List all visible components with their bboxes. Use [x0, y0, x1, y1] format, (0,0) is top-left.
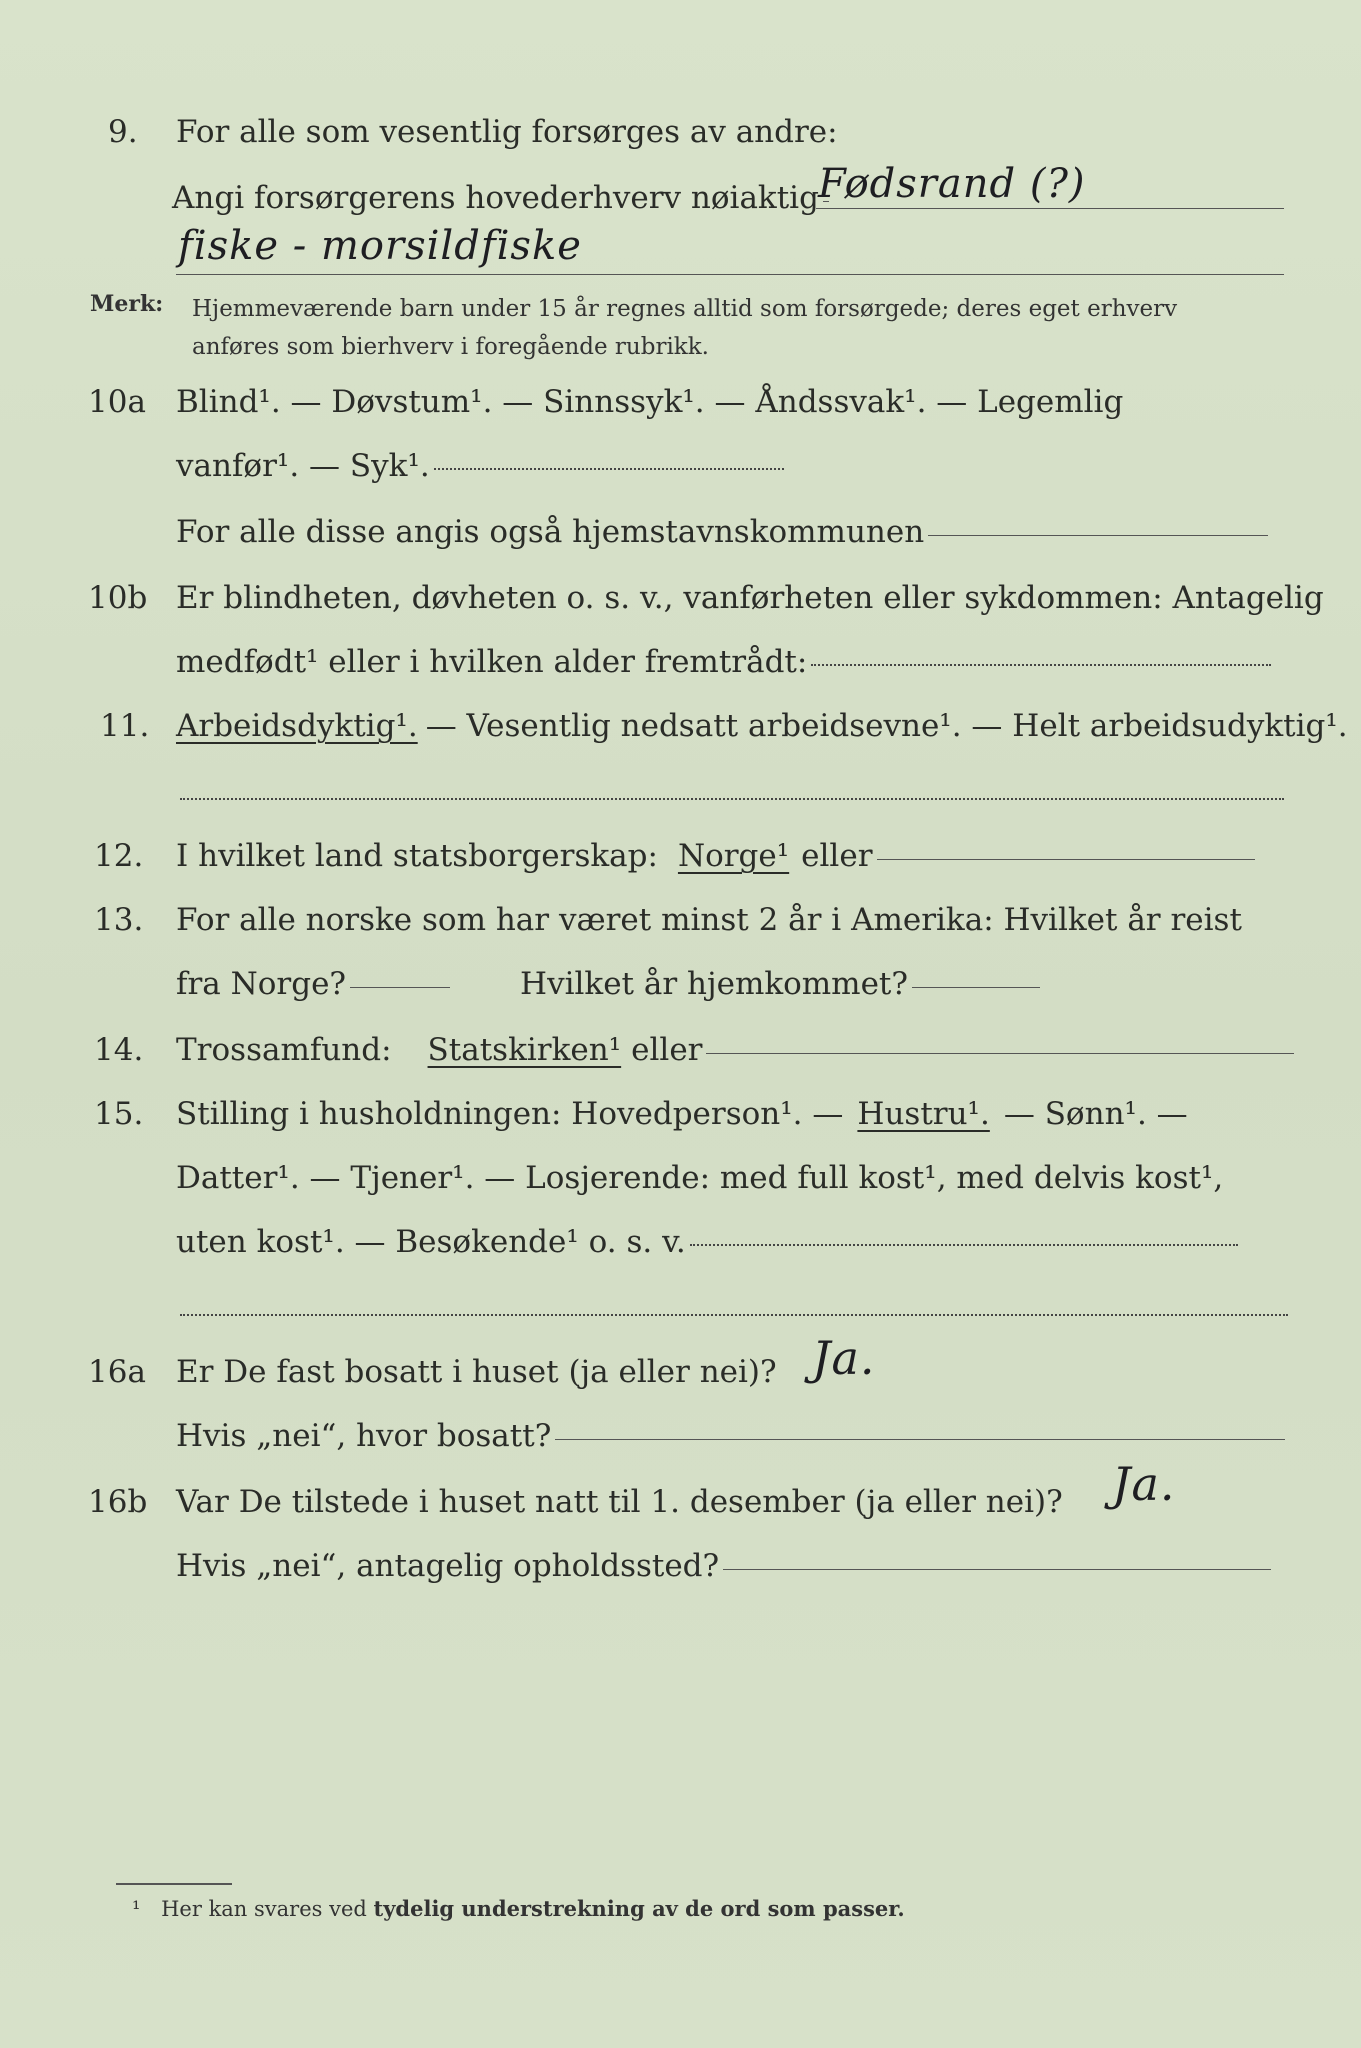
question-text: Var De tilstede i huset natt til 1. desember (ja eller nei)?	[176, 1484, 1063, 1520]
merk-label: Merk:	[90, 291, 164, 317]
question-text: Stilling i husholdningen: Hovedperson¹. —	[176, 1096, 844, 1132]
handwritten-answer: Ja.	[1112, 1457, 1176, 1511]
question-text: Trossamfund:	[176, 1032, 392, 1068]
answer-line	[176, 274, 1284, 275]
selected-option: Statskirken¹	[427, 1032, 622, 1068]
question-text: uten kost¹. — Besøkende¹ o. s. v.	[176, 1224, 686, 1260]
question-text: — Vesentlig nedsatt arbeidsevne¹. — Helt arbeidsudyktig¹.	[425, 708, 1348, 744]
answer-line	[180, 1314, 1288, 1316]
question-number: 13.	[94, 902, 144, 938]
question-text: For alle som vesentlig forsørges av andre:	[176, 114, 838, 150]
question-text: Blind¹. — Døvstum¹. — Sinnssyk¹. — Åndssvak¹. — Legemlig	[176, 384, 1124, 420]
question-number: 11.	[100, 708, 150, 744]
answer-line	[706, 1053, 1294, 1054]
census-form-page: 9. For alle som vesentlig forsørges av andre: Angi forsørgerens hovederhverv nøiaktig Fødsrand (?) fiske - morsildfiske Merk: Hjemmeværende barn under 15 år regnes alltid som forsørgede; deres eget erhverv anføres som bierhverv i foregående rubrikk. 10a Blind¹. — Døvstum¹. — Sinnssyk¹. — Åndssvak¹. — Legemlig vanfør¹. — Syk¹. For alle disse angis også hjemstavnskommunen 10b Er blindheten, døvheten o. s. v., vanførheten eller sykdommen: Antagelig medfødt¹ eller i hvilken alder fremtrådt: 11. Arbeidsdyktig¹. — Vesentlig nedsatt arbeidsevne¹. — Helt arbeidsudyktig¹. 12. I hvilket land statsborgerskap: Norge¹ eller 13. For alle norske som har været minst 2 år i Amerika: Hvilket år reist fra Norge? Hvilket år hjemkommet? 14. Trossamfund: Statskirken¹ eller 15. Stilling i husholdningen: Hovedperson¹. — Hustru¹. — Sønn¹. — Datter¹. — Tjener¹. — Losjerende: med full kost¹, med delvis kost¹, uten kost¹. — Besøkende¹ o. s. v. 16a Er De fast bosatt i huset (ja eller nei)? Ja. Hvis „nei“, hvor bosatt? 16b Var De tilstede i huset natt til 1. desember (ja eller nei)? Ja. Hvis „nei“, antagelig opholdssted? ¹ Her kan svares ved tydelig understrekning av de ord som passer.	[0, 0, 1361, 2048]
handwritten-answer: Fødsrand (?)	[818, 161, 1086, 207]
answer-line	[912, 987, 1040, 988]
question-number: 15.	[94, 1096, 144, 1132]
question-text: fra Norge?	[176, 966, 347, 1002]
question-text: Hvilket år hjemkommet?	[520, 966, 909, 1002]
answer-line	[434, 468, 784, 470]
question-text: Er De fast bosatt i huset (ja eller nei)?	[176, 1354, 777, 1390]
answer-line	[816, 208, 1284, 209]
question-text: I hvilket land statsborgerskap:	[176, 838, 658, 874]
question-text: Er blindheten, døvheten o. s. v., vanførheten eller sykdommen: Antagelig	[176, 580, 1324, 616]
question-number: 12.	[94, 838, 144, 874]
question-number: 16b	[88, 1484, 148, 1520]
answer-line	[180, 798, 1284, 800]
footnote-rule	[116, 1883, 232, 1885]
answer-line	[723, 1569, 1271, 1570]
question-number: 9.	[108, 114, 138, 150]
question-text: medfødt¹ eller i hvilken alder fremtrådt:	[176, 644, 808, 680]
answer-line	[555, 1439, 1285, 1440]
answer-line	[690, 1244, 1238, 1246]
selected-option: Hustru¹.	[857, 1096, 990, 1132]
merk-text: Hjemmeværende barn under 15 år regnes alltid som forsørgede; deres eget erhverv anføres som bierhverv i foregående rubrikk.	[192, 296, 1178, 360]
question-text: Hvis „nei“, antagelig opholdssted?	[176, 1548, 720, 1584]
answer-line	[928, 535, 1268, 536]
question-text: For alle norske som har været minst 2 år i Amerika: Hvilket år reist	[176, 902, 1242, 938]
question-text: Angi forsørgerens hovederhverv nøiaktig	[172, 180, 819, 216]
question-number: 16a	[88, 1354, 146, 1390]
question-number: 14.	[94, 1032, 144, 1068]
handwritten-answer: Ja.	[812, 1331, 876, 1385]
question-text: vanfør¹. — Syk¹.	[176, 448, 430, 484]
question-text: Hvis „nei“, hvor bosatt?	[176, 1418, 552, 1454]
footnote-mark: ¹	[132, 1897, 141, 1921]
question-number: 10a	[88, 384, 146, 420]
question-text: Datter¹. — Tjener¹. — Losjerende: med full kost¹, med delvis kost¹,	[176, 1160, 1224, 1196]
answer-line	[877, 859, 1255, 860]
selected-option: Norge¹	[677, 838, 790, 874]
handwritten-answer: fiske - morsildfiske	[178, 223, 582, 269]
footnote: ¹ Her kan svares ved tydelig understrekning av de ord som passer.	[132, 1896, 905, 1921]
question-number: 10b	[88, 580, 148, 616]
answer-line	[350, 987, 450, 988]
answer-line	[811, 664, 1271, 666]
question-text: For alle disse angis også hjemstavnskommunen	[176, 514, 925, 550]
selected-option: Arbeidsdyktig¹.	[176, 708, 418, 744]
